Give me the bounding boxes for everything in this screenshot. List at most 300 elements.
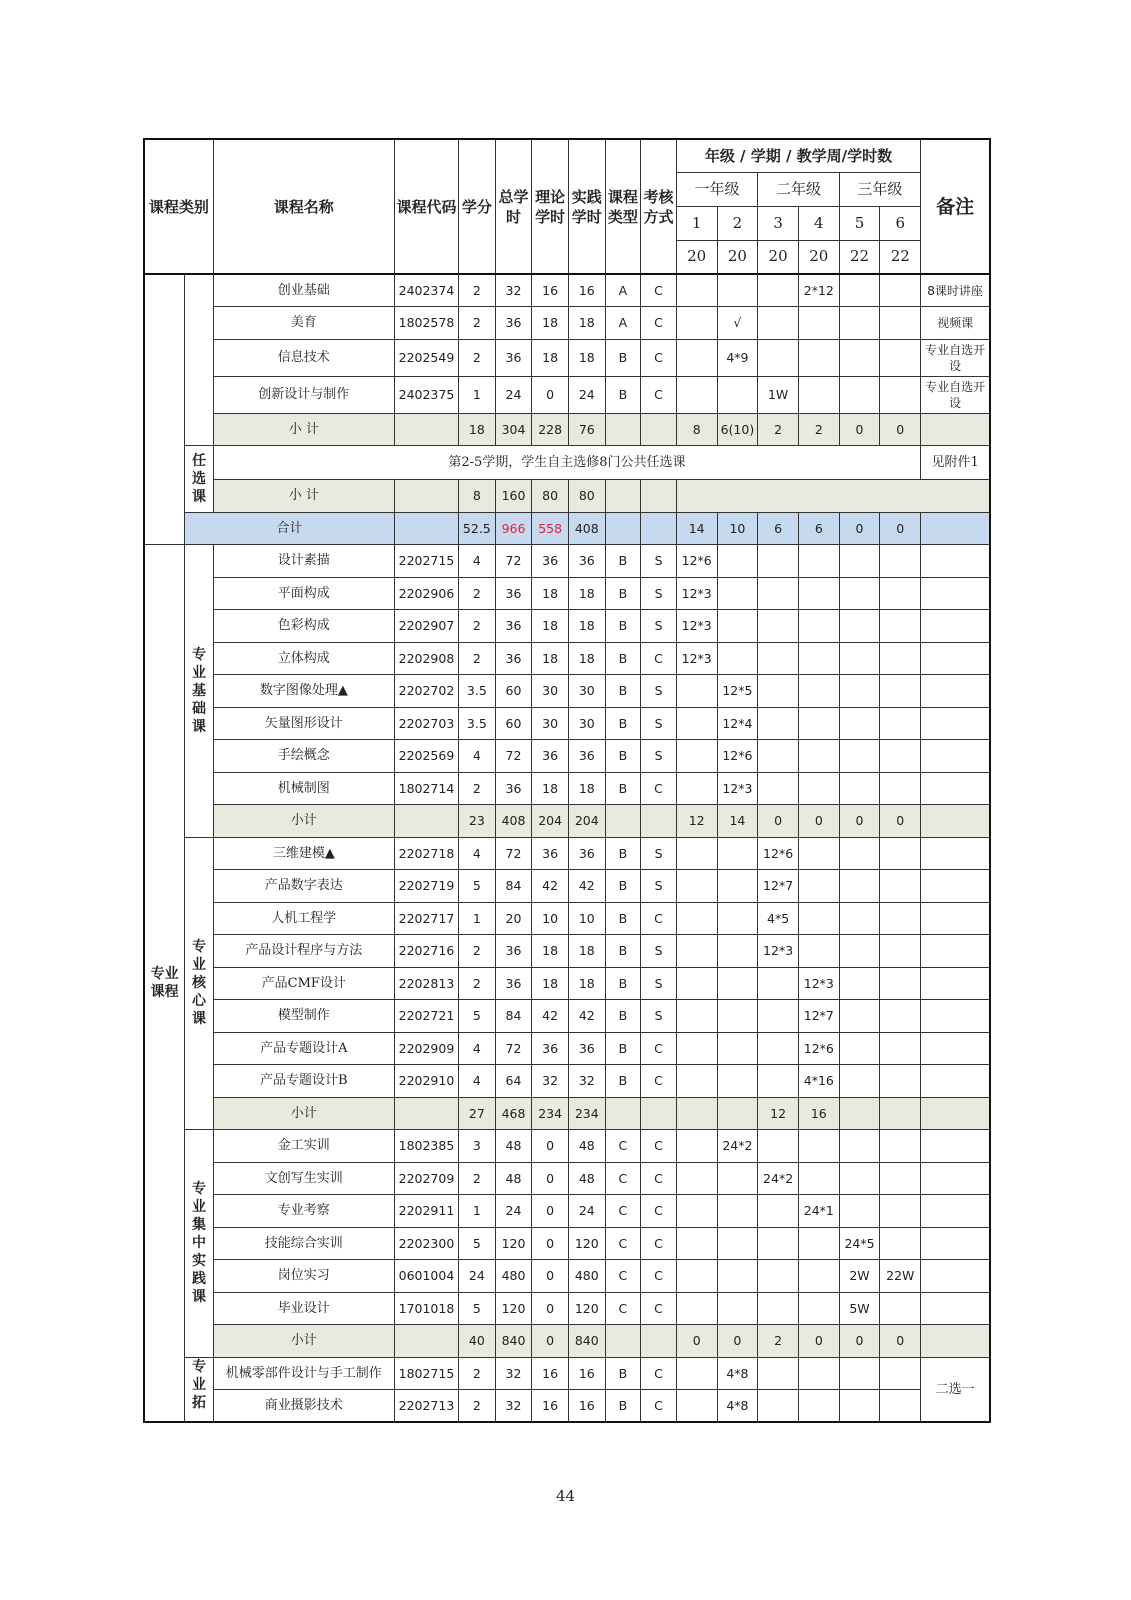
semester-hours — [676, 675, 717, 708]
semester-hours — [676, 1065, 717, 1098]
course-name: 创新设计与制作 — [213, 376, 394, 413]
semester-hours — [758, 1260, 799, 1293]
semester-hours: 1W — [758, 376, 799, 413]
course-total-hours: 36 — [495, 339, 532, 376]
course-name: 技能综合实训 — [213, 1227, 394, 1260]
table-row — [144, 902, 990, 935]
subtotal-credit: 8 — [459, 480, 496, 513]
grand-total-theory: 558 — [532, 512, 569, 545]
subtotal-assess — [641, 1097, 677, 1130]
semester-hours — [798, 577, 839, 610]
header-year2: 二年级 — [758, 172, 839, 206]
course-total-hours: 36 — [495, 642, 532, 675]
subtotal-total-hours: 840 — [495, 1325, 532, 1358]
semester-hours — [839, 610, 880, 643]
course-assessment: C — [641, 1130, 677, 1163]
course-credit: 5 — [459, 1000, 496, 1033]
course-credit: 1 — [459, 376, 496, 413]
course-type: B — [605, 902, 641, 935]
course-assessment: C — [641, 1390, 677, 1423]
course-name: 数字图像处理▲ — [213, 675, 394, 708]
subtotal-code — [394, 1097, 458, 1130]
course-assessment: S — [641, 740, 677, 773]
subtotal-total-hours: 160 — [495, 480, 532, 513]
header-semester-group: 年级 / 学期 / 教学周/学时数 — [676, 139, 920, 172]
subtotal-row — [144, 480, 990, 513]
semester-hours — [798, 707, 839, 740]
course-total-hours: 48 — [495, 1130, 532, 1163]
course-total-hours: 72 — [495, 1032, 532, 1065]
table-row — [144, 1357, 990, 1390]
semester-hours — [717, 577, 758, 610]
header-semester: 4 — [798, 206, 839, 240]
subtotal-semester: 12 — [676, 805, 717, 838]
course-name: 手绘概念 — [213, 740, 394, 773]
semester-hours — [717, 935, 758, 968]
course-plan-table — [143, 138, 991, 1423]
course-practice-hours: 16 — [568, 1390, 605, 1423]
course-type: B — [605, 1390, 641, 1423]
course-assessment: S — [641, 967, 677, 1000]
course-theory-hours: 30 — [532, 707, 569, 740]
semester-hours — [717, 376, 758, 413]
semester-hours: 12*6 — [676, 545, 717, 578]
semester-hours: 4*16 — [798, 1065, 839, 1098]
subtotal-code — [394, 805, 458, 838]
course-practice-hours: 120 — [568, 1227, 605, 1260]
semester-hours — [880, 610, 921, 643]
course-type: B — [605, 1065, 641, 1098]
course-type: B — [605, 610, 641, 643]
semester-hours — [839, 274, 880, 307]
course-type: B — [605, 870, 641, 903]
course-type: B — [605, 675, 641, 708]
course-theory-hours: 30 — [532, 675, 569, 708]
course-practice-hours: 48 — [568, 1130, 605, 1163]
category-public — [144, 274, 185, 545]
course-practice-hours: 18 — [568, 307, 605, 340]
semester-hours — [676, 1032, 717, 1065]
course-total-hours: 72 — [495, 740, 532, 773]
semester-hours — [676, 870, 717, 903]
semester-hours — [798, 772, 839, 805]
semester-hours — [839, 772, 880, 805]
course-note — [921, 935, 990, 968]
semester-hours — [798, 610, 839, 643]
subtotal-credit: 27 — [459, 1097, 496, 1130]
course-theory-hours: 16 — [532, 1390, 569, 1423]
semester-hours — [798, 837, 839, 870]
subtotal-label: 小计 — [213, 1097, 394, 1130]
semester-hours — [676, 339, 717, 376]
semester-hours: 4*9 — [717, 339, 758, 376]
table-row — [144, 1227, 990, 1260]
course-code: 1701018 — [394, 1292, 458, 1325]
semester-hours: √ — [717, 307, 758, 340]
course-name: 金工实训 — [213, 1130, 394, 1163]
semester-hours — [717, 1260, 758, 1293]
semester-hours — [839, 307, 880, 340]
semester-hours — [717, 1000, 758, 1033]
course-total-hours: 24 — [495, 1195, 532, 1228]
header-course-name: 课程名称 — [213, 139, 394, 274]
course-theory-hours: 0 — [532, 1130, 569, 1163]
subtotal-theory-hours: 228 — [532, 413, 569, 446]
semester-hours — [758, 740, 799, 773]
course-assessment: C — [641, 307, 677, 340]
course-practice-hours: 480 — [568, 1260, 605, 1293]
course-total-hours: 60 — [495, 707, 532, 740]
course-type: B — [605, 772, 641, 805]
table-row — [144, 1130, 990, 1163]
course-name: 三维建模▲ — [213, 837, 394, 870]
subtotal-semester: 16 — [798, 1097, 839, 1130]
semester-hours: 12*6 — [798, 1032, 839, 1065]
course-assessment: C — [641, 1292, 677, 1325]
course-type: C — [605, 1130, 641, 1163]
semester-hours — [758, 339, 799, 376]
subtotal-total-hours: 408 — [495, 805, 532, 838]
subtotal-note — [921, 805, 990, 838]
course-name: 产品CMF设计 — [213, 967, 394, 1000]
course-note — [921, 1130, 990, 1163]
semester-hours — [676, 967, 717, 1000]
course-code: 2202569 — [394, 740, 458, 773]
course-total-hours: 64 — [495, 1065, 532, 1098]
course-note — [921, 1292, 990, 1325]
subtotal-assess — [641, 805, 677, 838]
header-weeks: 20 — [798, 240, 839, 274]
course-credit: 2 — [459, 935, 496, 968]
semester-hours — [758, 1130, 799, 1163]
grand-total-assess — [641, 512, 677, 545]
course-total-hours: 36 — [495, 610, 532, 643]
course-name: 毕业设计 — [213, 1292, 394, 1325]
table-row — [144, 545, 990, 578]
semester-hours — [880, 1390, 921, 1423]
course-name: 创业基础 — [213, 274, 394, 307]
course-note: 专业自选开设 — [921, 339, 990, 376]
course-total-hours: 36 — [495, 772, 532, 805]
semester-hours — [880, 307, 921, 340]
course-theory-hours: 32 — [532, 1065, 569, 1098]
semester-hours — [676, 772, 717, 805]
table-row — [144, 935, 990, 968]
semester-hours — [839, 1357, 880, 1390]
semester-hours — [880, 675, 921, 708]
course-type: C — [605, 1162, 641, 1195]
course-code: 2202910 — [394, 1065, 458, 1098]
course-practice-hours: 18 — [568, 935, 605, 968]
course-name: 文创写生实训 — [213, 1162, 394, 1195]
course-practice-hours: 32 — [568, 1065, 605, 1098]
semester-hours — [758, 1292, 799, 1325]
semester-hours: 12*4 — [717, 707, 758, 740]
grand-total-semester: 0 — [839, 512, 880, 545]
category-major: 专业课程 — [144, 545, 185, 1423]
semester-hours — [880, 1162, 921, 1195]
course-theory-hours: 18 — [532, 967, 569, 1000]
course-code: 2202703 — [394, 707, 458, 740]
course-credit: 4 — [459, 545, 496, 578]
table-row — [144, 1065, 990, 1098]
course-assessment: C — [641, 642, 677, 675]
semester-hours — [717, 1065, 758, 1098]
semester-hours — [676, 376, 717, 413]
semester-hours — [839, 642, 880, 675]
course-credit: 5 — [459, 870, 496, 903]
course-code: 2202907 — [394, 610, 458, 643]
grand-total-credit: 52.5 — [459, 512, 496, 545]
course-credit: 4 — [459, 1032, 496, 1065]
grand-total-semester: 0 — [880, 512, 921, 545]
semester-hours — [676, 1000, 717, 1033]
course-type: B — [605, 339, 641, 376]
header-semester: 2 — [717, 206, 758, 240]
semester-hours — [880, 902, 921, 935]
header-weeks: 22 — [839, 240, 880, 274]
course-name: 模型制作 — [213, 1000, 394, 1033]
subtotal-practice-hours: 840 — [568, 1325, 605, 1358]
course-assessment: C — [641, 1357, 677, 1390]
course-practice-hours: 36 — [568, 1032, 605, 1065]
semester-hours: 12*6 — [758, 837, 799, 870]
header-remarks: 备注 — [921, 139, 990, 274]
semester-hours — [839, 837, 880, 870]
course-practice-hours: 42 — [568, 870, 605, 903]
table-row — [144, 1195, 990, 1228]
subtotal-credit: 23 — [459, 805, 496, 838]
semester-hours — [798, 1130, 839, 1163]
course-total-hours: 32 — [495, 1357, 532, 1390]
course-credit: 4 — [459, 740, 496, 773]
grand-total-semester: 6 — [798, 512, 839, 545]
course-name: 立体构成 — [213, 642, 394, 675]
course-name: 平面构成 — [213, 577, 394, 610]
semester-hours — [758, 1227, 799, 1260]
course-code: 0601004 — [394, 1260, 458, 1293]
semester-hours — [717, 274, 758, 307]
semester-hours — [717, 1032, 758, 1065]
course-type: B — [605, 1357, 641, 1390]
semester-hours — [758, 1357, 799, 1390]
course-theory-hours: 18 — [532, 610, 569, 643]
course-practice-hours: 24 — [568, 376, 605, 413]
course-note: 专业自选开设 — [921, 376, 990, 413]
table-row — [144, 1000, 990, 1033]
semester-hours — [839, 1162, 880, 1195]
subtotal-semester: 0 — [758, 805, 799, 838]
course-code: 2202911 — [394, 1195, 458, 1228]
course-practice-hours: 18 — [568, 772, 605, 805]
subcategory-major-basic: 专业基础课 — [185, 545, 214, 838]
course-credit: 24 — [459, 1260, 496, 1293]
course-theory-hours: 10 — [532, 902, 569, 935]
semester-hours — [880, 837, 921, 870]
subtotal-semester: 0 — [839, 805, 880, 838]
course-type: B — [605, 642, 641, 675]
subtotal-semester: 14 — [717, 805, 758, 838]
table-row — [144, 610, 990, 643]
course-credit: 2 — [459, 577, 496, 610]
course-note — [921, 1162, 990, 1195]
course-credit: 2 — [459, 772, 496, 805]
course-theory-hours: 18 — [532, 772, 569, 805]
header-credit: 学分 — [459, 139, 496, 274]
subcategory-major-ext: 专业拓 — [185, 1357, 214, 1422]
semester-hours: 24*5 — [839, 1227, 880, 1260]
subtotal-semester: 2 — [758, 413, 799, 446]
subtotal-semester: 0 — [880, 413, 921, 446]
semester-hours — [676, 740, 717, 773]
semester-hours: 4*8 — [717, 1390, 758, 1423]
course-code: 1802578 — [394, 307, 458, 340]
subtotal-type — [605, 413, 641, 446]
subtotal-total-hours: 468 — [495, 1097, 532, 1130]
course-note: 8课时讲座 — [921, 274, 990, 307]
table-row — [144, 274, 990, 307]
course-total-hours: 32 — [495, 1390, 532, 1423]
semester-hours — [880, 1227, 921, 1260]
semester-hours — [798, 545, 839, 578]
course-code: 2202906 — [394, 577, 458, 610]
semester-hours — [676, 1292, 717, 1325]
semester-hours — [676, 1162, 717, 1195]
subtotal-semester: 0 — [880, 1325, 921, 1358]
semester-hours — [798, 935, 839, 968]
subtotal-semester — [839, 1097, 880, 1130]
semester-hours — [798, 1390, 839, 1423]
semester-hours — [717, 1195, 758, 1228]
course-theory-hours: 16 — [532, 274, 569, 307]
subtotal-semester: 0 — [717, 1325, 758, 1358]
grand-total-row — [144, 512, 990, 545]
course-credit: 3 — [459, 1130, 496, 1163]
course-code: 1802385 — [394, 1130, 458, 1163]
semester-hours — [758, 707, 799, 740]
semester-hours — [798, 902, 839, 935]
subtotal-total-hours: 304 — [495, 413, 532, 446]
semester-hours: 24*2 — [758, 1162, 799, 1195]
semester-hours — [676, 274, 717, 307]
course-credit: 2 — [459, 307, 496, 340]
course-code: 2202813 — [394, 967, 458, 1000]
subtotal-type — [605, 1097, 641, 1130]
subtotal-credit: 40 — [459, 1325, 496, 1358]
course-practice-hours: 18 — [568, 339, 605, 376]
semester-hours — [676, 1130, 717, 1163]
course-type: B — [605, 837, 641, 870]
course-total-hours: 120 — [495, 1227, 532, 1260]
course-theory-hours: 36 — [532, 837, 569, 870]
course-theory-hours: 0 — [532, 1195, 569, 1228]
course-total-hours: 20 — [495, 902, 532, 935]
semester-hours — [839, 967, 880, 1000]
semester-hours — [798, 675, 839, 708]
course-assessment: S — [641, 610, 677, 643]
semester-hours — [880, 1065, 921, 1098]
course-credit: 2 — [459, 642, 496, 675]
course-theory-hours: 0 — [532, 1227, 569, 1260]
course-name: 机械制图 — [213, 772, 394, 805]
course-note — [921, 707, 990, 740]
course-practice-hours: 42 — [568, 1000, 605, 1033]
semester-hours — [880, 967, 921, 1000]
table-row — [144, 1260, 990, 1293]
semester-hours — [717, 642, 758, 675]
semester-hours — [880, 1195, 921, 1228]
table-row — [144, 870, 990, 903]
table-row — [144, 1390, 990, 1423]
semester-hours — [676, 902, 717, 935]
semester-hours — [676, 1227, 717, 1260]
course-type: B — [605, 740, 641, 773]
subtotal-practice-hours: 80 — [568, 480, 605, 513]
course-practice-hours: 36 — [568, 740, 605, 773]
semester-hours — [880, 740, 921, 773]
semester-hours — [880, 707, 921, 740]
course-theory-hours: 0 — [532, 376, 569, 413]
course-type: B — [605, 577, 641, 610]
semester-hours — [676, 935, 717, 968]
semester-hours — [717, 870, 758, 903]
header-semester: 6 — [880, 206, 921, 240]
semester-hours: 12*3 — [717, 772, 758, 805]
course-code: 2202713 — [394, 1390, 458, 1423]
course-total-hours: 72 — [495, 837, 532, 870]
semester-hours — [717, 610, 758, 643]
subtotal-row — [144, 413, 990, 446]
header-theory-hours: 理论学时 — [532, 139, 569, 274]
course-name: 信息技术 — [213, 339, 394, 376]
course-type: B — [605, 1000, 641, 1033]
header-semester: 1 — [676, 206, 717, 240]
subtotal-semester — [676, 1097, 717, 1130]
course-theory-hours: 18 — [532, 577, 569, 610]
semester-hours — [880, 1032, 921, 1065]
course-name: 机械零部件设计与手工制作 — [213, 1357, 394, 1390]
header-practice-hours: 实践学时 — [568, 139, 605, 274]
semester-hours — [676, 1357, 717, 1390]
course-type: C — [605, 1260, 641, 1293]
subtotal-semester: 2 — [758, 1325, 799, 1358]
course-assessment: C — [641, 772, 677, 805]
table-row — [144, 642, 990, 675]
semester-hours: 12*5 — [717, 675, 758, 708]
semester-hours — [839, 1032, 880, 1065]
semester-hours — [717, 1162, 758, 1195]
course-name: 专业考察 — [213, 1195, 394, 1228]
course-note — [921, 610, 990, 643]
course-assessment: S — [641, 577, 677, 610]
course-code: 2202908 — [394, 642, 458, 675]
course-assessment: C — [641, 1065, 677, 1098]
subtotal-code — [394, 413, 458, 446]
course-type: A — [605, 307, 641, 340]
semester-hours — [717, 837, 758, 870]
subtotal-semester: 12 — [758, 1097, 799, 1130]
header-weeks: 22 — [880, 240, 921, 274]
subtotal-row — [144, 805, 990, 838]
course-assessment: C — [641, 1162, 677, 1195]
course-code: 2202718 — [394, 837, 458, 870]
course-note — [921, 772, 990, 805]
course-type: B — [605, 376, 641, 413]
course-practice-hours: 18 — [568, 610, 605, 643]
header-weeks: 20 — [758, 240, 799, 274]
course-credit: 2 — [459, 1162, 496, 1195]
semester-hours — [839, 1130, 880, 1163]
